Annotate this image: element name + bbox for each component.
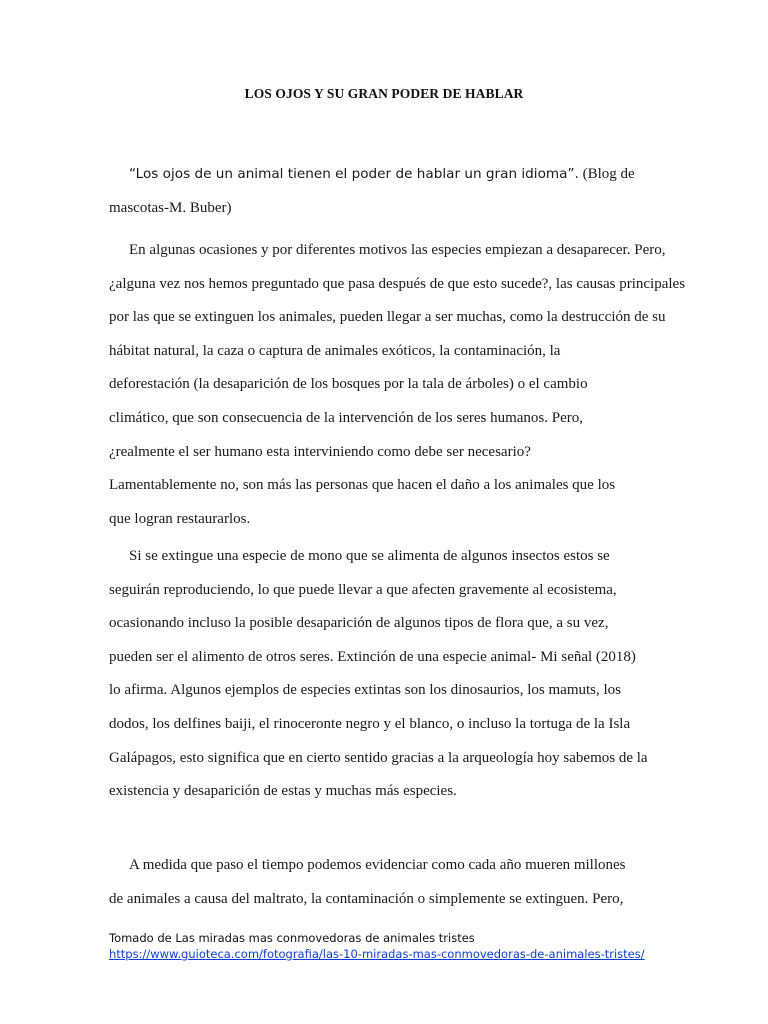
paragraph-line: existencia y desaparición de estas y muchas más especies. (109, 783, 457, 800)
paragraph-line: por las que se extinguen los animales, pueden llegar a ser muchas, como la destrucción de su (109, 309, 666, 326)
paragraph-line: Lamentablemente no, son más las personas que hacen el daño a los animales que los (109, 477, 616, 494)
paragraph-line: deforestación (la desaparición de los bosques por la tala de árboles) o el cambio (109, 376, 588, 393)
paragraph-line: dodos, los delfines baiji, el rinoceronte negro y el blanco, o incluso la tortuga de la Isla (109, 715, 631, 732)
paragraph-line: En algunas ocasiones y por diferentes motivos las especies empiezan a desaparecer. Pero, (129, 242, 666, 258)
document-title: LOS OJOS Y SU GRAN PODER DE HABLAR (244, 86, 524, 101)
paragraph-line: de animales a causa del maltrato, la contaminación o simplemente se extinguen. Pero, (109, 890, 624, 907)
quote-citation-part-1: (Blog de (578, 166, 635, 182)
source-link[interactable]: https://www.guioteca.com/fotografia/las-10-miradas-mas-conmovedoras-de-animales-tristes/ (109, 947, 645, 961)
quote-line-1 (109, 158, 661, 192)
paragraph-2 (109, 540, 661, 809)
paragraph-line: hábitat natural, la caza o captura de animales exóticos, la contaminación, la (109, 342, 561, 359)
image-source-footnote (109, 930, 669, 962)
paragraph-line: ¿realmente el ser humano esta interviniendo como debe ser necesario? (109, 443, 531, 460)
paragraph-line: ocasionando incluso la posible desaparición de algunos tipos de flora que, a su vez, (109, 615, 609, 632)
paragraph-line: climático, que son consecuencia de la intervención de los seres humanos. Pero, (109, 409, 584, 426)
footnote-caption: Tomado de Las miradas mas conmovedoras de animales tristes (109, 931, 475, 945)
quote-citation-part-2: mascotas-M. Buber) (109, 199, 232, 216)
paragraph-line: Galápagos, esto significa que en cierto sentido gracias a la arqueología hoy sabemos de la (109, 749, 648, 766)
quote-text: “Los ojos de un animal tienen el poder de hablar un gran idioma”. (129, 166, 579, 182)
epigraph-quote (109, 158, 661, 225)
paragraph-line: Si se extingue una especie de mono que se alimenta de algunos insectos estos se (129, 548, 610, 564)
paragraph-line: seguirán reproduciendo, lo que puede llevar a que afecten gravemente al ecosistema, (109, 581, 617, 598)
paragraph-line: pueden ser el alimento de otros seres. Extinción de una especie animal- Mi señal (2018) (109, 648, 636, 665)
paragraph-line: A medida que paso el tiempo podemos evidenciar como cada año mueren millones (129, 857, 626, 873)
paragraph-line: lo afirma. Algunos ejemplos de especies extintas son los dinosaurios, los mamuts, los (109, 682, 622, 699)
paragraph-3 (109, 849, 661, 916)
paragraph-1 (109, 234, 686, 536)
paragraph-line: que logran restaurarlos. (109, 510, 251, 527)
paragraph-line: ¿alguna vez nos hemos preguntado que pasa después de que esto sucede?, las causas principales (109, 275, 686, 292)
